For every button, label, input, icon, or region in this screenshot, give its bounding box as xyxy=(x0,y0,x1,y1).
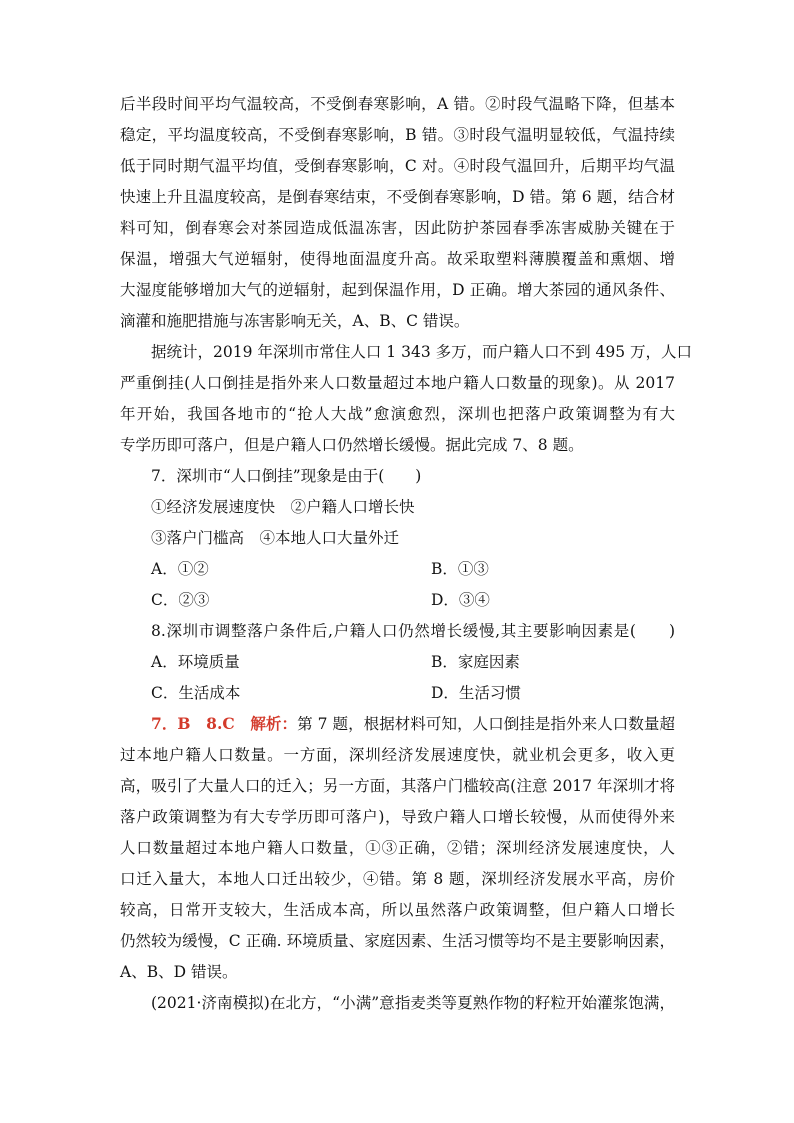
answer-key: 7．B 8.C 解析： xyxy=(151,714,298,733)
question-7-items-1: ①经济发展速度快 ②户籍人口增长快 xyxy=(151,498,415,516)
answer-line: 过本地户籍人口数量。一方面，深圳经济发展速度快，就业机会更多，收入更 xyxy=(120,746,675,764)
question-8-option-b: B．家庭因素 xyxy=(431,653,520,671)
answer-text: 第 7 题，根据材料可知，人口倒挂是指外来人口数量超 xyxy=(297,715,676,733)
paragraph-1-line: 低于同时期气温平均值，受倒春寒影响，C 对。④时段气温回升，后期平均气温 xyxy=(120,157,675,175)
paragraph-2-line: 严重倒挂(人口倒挂是指外来人口数量超过本地户籍人口数量的现象)。从 2017 xyxy=(120,374,675,392)
paragraph-1-line: 快速上升且温度较高，是倒春寒结束，不受倒春寒影响，D 错。第 6 题，结合材 xyxy=(120,188,675,206)
paragraph-2-line: 专学历即可落户，但是户籍人口仍然增长缓慢。据此完成 7、8 题。 xyxy=(120,436,584,454)
answer-first-line xyxy=(151,714,675,734)
question-7-option-b: B．①③ xyxy=(431,560,489,578)
answer-line: 人口数量超过本地户籍人口数量，①③正确，②错；深圳经济发展速度快，人 xyxy=(120,839,675,857)
question-8-option-a: A．环境质量 xyxy=(151,653,240,671)
answer-line: 口迁入量大，本地人口迁出较少，④错。第 8 题，深圳经济发展水平高，房价 xyxy=(120,870,675,888)
question-7-stem: 7．深圳市“人口倒挂”现象是由于( ) xyxy=(151,467,422,485)
question-7-option-a: A．①② xyxy=(151,560,209,578)
answer-line: 落户政策调整为有大专学历即可落户)，导致户籍人口增长较慢，从而使得外来 xyxy=(120,808,675,826)
question-8-option-d: D．生活习惯 xyxy=(431,684,521,702)
paragraph-2-line: 据统计，2019 年深圳市常住人口 1 343 多万，而户籍人口不到 495 万，人口 xyxy=(151,343,693,361)
question-8-stem: 8.深圳市调整落户条件后,户籍人口仍然增长缓慢,其主要影响因素是( ) xyxy=(151,622,675,640)
answer-line: 高，吸引了大量人口的迁入；另一方面，其落户门槛较高(注意 2017 年深圳才将 xyxy=(120,777,675,795)
answer-line: 仍然较为缓慢，C 正确. 环境质量、家庭因素、生活习惯等均不是主要影响因素， xyxy=(120,932,675,950)
paragraph-1-line: 稳定，平均温度较高，不受倒春寒影响，B 错。③时段气温明显较低，气温持续 xyxy=(120,126,675,144)
question-7-items-2: ③落户门槛高 ④本地人口大量外迁 xyxy=(151,529,400,547)
paragraph-3-line: (2021·济南模拟)在北方，“小满”意指麦类等夏熟作物的籽粒开始灌浆饱满， xyxy=(151,994,675,1012)
paragraph-1-line: 滴灌和施肥措施与冻害影响无关，A、B、C 错误。 xyxy=(120,312,470,330)
answer-line: A、B、D 错误。 xyxy=(120,963,238,981)
answer-line: 较高，日常开支较大，生活成本高，所以虽然落户政策调整，但户籍人口增长 xyxy=(120,901,675,919)
paragraph-1-line: 大湿度能够增加大气的逆辐射，起到保温作用，D 正确。增大茶园的通风条件、 xyxy=(120,281,675,299)
question-7-option-d: D．③④ xyxy=(431,591,490,609)
paragraph-1-line: 后半段时间平均气温较高，不受倒春寒影响，A 错。②时段气温略下降，但基本 xyxy=(120,95,675,113)
paragraph-1-line: 料可知，倒春寒会对茶园造成低温冻害，因此防护茶园春季冻害威胁关键在于 xyxy=(120,219,675,237)
question-7-option-c: C．②③ xyxy=(151,591,210,609)
paragraph-2-line: 年开始，我国各地市的“抢人大战”愈演愈烈，深圳也把落户政策调整为有大 xyxy=(120,405,675,423)
question-8-option-c: C．生活成本 xyxy=(151,684,241,702)
paragraph-1-line: 保温，增强大气逆辐射，使得地面温度升高。故采取塑料薄膜覆盖和熏烟、增 xyxy=(120,250,675,268)
